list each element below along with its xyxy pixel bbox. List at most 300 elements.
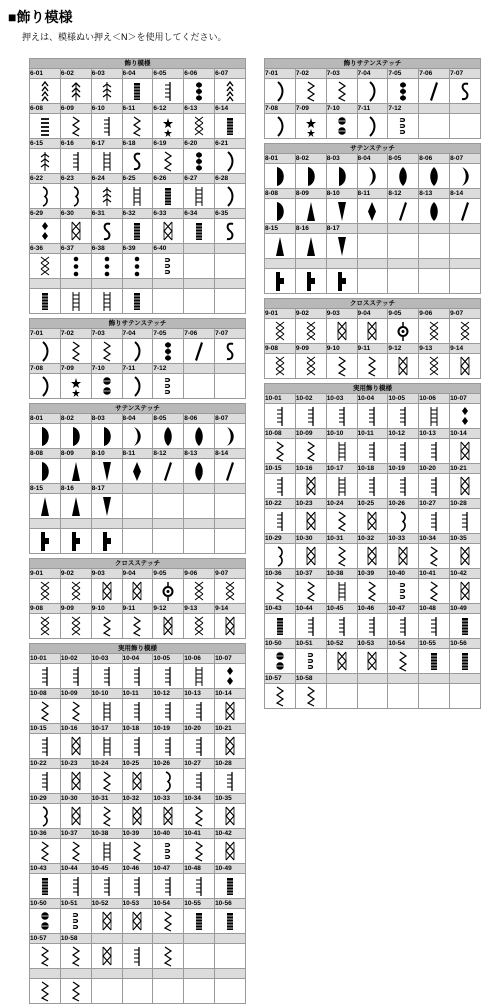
stitch-symbol-cell <box>265 474 296 499</box>
stitch-number: 8-06 <box>184 414 215 424</box>
stitch-symbol-cell <box>184 529 215 554</box>
flower-icon <box>162 580 174 603</box>
stitch-table <box>264 58 481 139</box>
stitch-number: 7-05 <box>388 69 419 79</box>
stitch-number: 10-55 <box>184 899 215 909</box>
stitch-number: 8-04 <box>357 154 388 164</box>
cross-column-icon <box>39 580 51 603</box>
comb-icon <box>162 80 174 103</box>
stitch-number: 6-22 <box>30 174 61 184</box>
stitch-symbol-cell <box>184 874 215 899</box>
ladder-icon <box>101 290 113 313</box>
stitch-symbol-cell <box>357 474 388 499</box>
stitch-number: 10-08 <box>265 429 296 439</box>
stitch-number: 10-36 <box>30 829 61 839</box>
lattice-icon <box>224 615 236 638</box>
stitch-symbol-cell <box>419 509 450 534</box>
stitch-symbol-cell <box>357 439 388 464</box>
stitch-number: 10-03 <box>326 394 357 404</box>
stitch-number: 8-08 <box>30 449 61 459</box>
half-moon-right-icon <box>274 200 286 223</box>
stitch-symbol-cell <box>450 114 481 139</box>
stitch-number: 8-06 <box>419 154 450 164</box>
stitch-symbol-cell <box>419 614 450 639</box>
dots-icon <box>131 255 143 278</box>
ladder-icon <box>336 580 348 603</box>
stitch-number: 10-17 <box>326 464 357 474</box>
stitch-number: 6-29 <box>30 209 61 219</box>
stitch-symbol-cell <box>91 874 122 899</box>
stitch-number: 7-12 <box>153 364 184 374</box>
stitch-number: 10-43 <box>265 604 296 614</box>
stitch-number: 10-38 <box>326 569 357 579</box>
dense-block-icon <box>131 290 143 313</box>
stitch-number: 10-21 <box>215 724 246 734</box>
stitch-number: 6-31 <box>91 209 122 219</box>
stitch-number <box>419 104 450 114</box>
stitch-number: 6-36 <box>30 244 61 254</box>
curve-icon <box>39 375 51 398</box>
stitch-number: 10-54 <box>388 639 419 649</box>
comb-icon <box>305 405 317 428</box>
half-moon-right-icon <box>70 425 82 448</box>
stitch-symbol-cell <box>60 529 91 554</box>
steps-icon <box>336 270 348 293</box>
half-moon-right-icon <box>39 425 51 448</box>
stitch-symbol-cell <box>265 439 296 464</box>
stitch-symbol-cell <box>265 199 296 224</box>
crescent-icon <box>366 165 378 188</box>
stitch-table <box>29 558 246 639</box>
stitch-symbol-cell <box>153 909 184 934</box>
stitch-symbol-cell <box>295 164 326 189</box>
stitch-number: 10-35 <box>215 794 246 804</box>
stitch-symbol-cell <box>153 614 184 639</box>
stitch-symbol-cell <box>153 219 184 244</box>
comb-icon <box>366 440 378 463</box>
stitch-symbol-cell <box>91 424 122 449</box>
stitch-symbol-cell <box>122 874 153 899</box>
stitch-symbol-cell <box>388 649 419 674</box>
stitch-number: 8-08 <box>265 189 296 199</box>
stitch-number: 10-24 <box>326 499 357 509</box>
lattice-icon <box>70 805 82 828</box>
stitch-symbol-cell <box>419 234 450 259</box>
blob-column-icon <box>162 340 174 363</box>
stitch-symbol-cell <box>184 614 215 639</box>
circle-pair-icon <box>101 375 113 398</box>
stitch-symbol-cell <box>184 114 215 139</box>
comb-icon <box>70 665 82 688</box>
stitch-number <box>419 674 450 684</box>
slash-icon <box>224 460 236 483</box>
comb-icon <box>274 475 286 498</box>
stitch-number: 10-16 <box>295 464 326 474</box>
lattice-icon <box>70 220 82 243</box>
stitch-symbol-cell <box>153 254 184 279</box>
zigzag-icon <box>131 840 143 863</box>
stitch-number <box>419 224 450 234</box>
stitch-number: 10-37 <box>295 569 326 579</box>
brace-icon <box>39 805 51 828</box>
stitch-symbol-cell <box>153 874 184 899</box>
stitch-number: 9-10 <box>91 604 122 614</box>
stitch-number: 6-32 <box>122 209 153 219</box>
triangle-icon <box>274 235 286 258</box>
stitch-symbol-cell <box>30 579 61 604</box>
stitch-symbol-cell <box>215 339 246 364</box>
stitch-symbol-cell <box>295 614 326 639</box>
stitch-number: 7-05 <box>153 329 184 339</box>
stitch-symbol-cell <box>450 354 481 379</box>
stitch-symbol-cell <box>388 319 419 344</box>
stitch-number: 9-05 <box>153 569 184 579</box>
stitch-symbol-cell <box>215 839 246 864</box>
lattice-icon <box>305 545 317 568</box>
stitch-number: 10-57 <box>30 934 61 944</box>
comb-icon <box>224 770 236 793</box>
slash-icon <box>397 200 409 223</box>
stitch-symbol-cell <box>184 339 215 364</box>
stitch-symbol-cell <box>60 114 91 139</box>
stitch-number: 6-14 <box>215 104 246 114</box>
stitch-number <box>215 484 246 494</box>
stitch-symbol-cell <box>357 649 388 674</box>
stitch-symbol-cell <box>60 614 91 639</box>
stitch-number: 10-04 <box>357 394 388 404</box>
stitch-symbol-cell <box>326 544 357 569</box>
stitch-number <box>30 969 61 979</box>
blob-column-icon <box>397 80 409 103</box>
stitch-symbol-cell <box>184 184 215 209</box>
zigzag-icon <box>366 580 378 603</box>
zigzag-icon <box>336 545 348 568</box>
stitch-number: 8-05 <box>153 414 184 424</box>
stitch-number: 10-27 <box>419 499 450 509</box>
stitch-number: 9-11 <box>357 344 388 354</box>
stitch-number: 8-14 <box>215 449 246 459</box>
stitch-number: 10-02 <box>295 394 326 404</box>
comb-icon <box>131 945 143 968</box>
left-stitch-column <box>29 58 246 1008</box>
stitch-symbol-cell <box>419 354 450 379</box>
stitch-symbol-cell <box>215 289 246 314</box>
comb-icon <box>274 405 286 428</box>
lattice-icon <box>101 580 113 603</box>
stitch-number: 6-17 <box>91 139 122 149</box>
wedge-icon <box>101 495 113 518</box>
stitch-number: 6-37 <box>60 244 91 254</box>
lattice-icon <box>131 805 143 828</box>
diamond-icon <box>131 460 143 483</box>
stitch-symbol-cell <box>91 699 122 724</box>
stitch-number: 8-09 <box>60 449 91 459</box>
stitch-number: 9-01 <box>30 569 61 579</box>
stitch-number: 9-02 <box>60 569 91 579</box>
stitch-number: 6-38 <box>91 244 122 254</box>
stitch-symbol-cell <box>153 664 184 689</box>
stitch-symbol-cell <box>184 579 215 604</box>
stitch-number <box>122 279 153 289</box>
stitch-number: 6-15 <box>30 139 61 149</box>
stitch-symbol-cell <box>122 804 153 829</box>
comb-icon <box>459 510 471 533</box>
stitch-number: 10-49 <box>215 864 246 874</box>
section-header: 実用飾り模様 <box>265 384 481 394</box>
cross-column-icon <box>459 320 471 343</box>
stitch-symbol-cell <box>357 319 388 344</box>
stitch-number: 10-36 <box>265 569 296 579</box>
stitch-number <box>122 934 153 944</box>
stitch-symbol-cell <box>60 664 91 689</box>
stitch-symbol-cell <box>326 269 357 294</box>
stitch-symbol-cell <box>122 614 153 639</box>
stitch-symbol-cell <box>122 424 153 449</box>
stitch-number: 6-30 <box>60 209 91 219</box>
dense-block-icon <box>428 650 440 673</box>
stitch-number: 6-11 <box>122 104 153 114</box>
wedge-icon <box>336 235 348 258</box>
zigzag-icon <box>162 150 174 173</box>
stitch-number <box>450 224 481 234</box>
stitch-symbol-cell <box>30 254 61 279</box>
stitch-symbol-cell <box>419 649 450 674</box>
stitch-symbol-cell <box>60 769 91 794</box>
stitch-number: 10-44 <box>60 864 91 874</box>
stitch-symbol-cell <box>153 699 184 724</box>
ladder-icon <box>131 185 143 208</box>
stitch-number: 10-18 <box>122 724 153 734</box>
crescent-icon <box>459 165 471 188</box>
stitch-symbol-cell <box>153 839 184 864</box>
half-moon-right-icon <box>305 165 317 188</box>
stitch-number: 10-40 <box>388 569 419 579</box>
stitch-symbol-cell <box>295 684 326 709</box>
zigzag-icon <box>162 945 174 968</box>
dense-block-icon <box>224 115 236 138</box>
section-header: サテンステッチ <box>30 404 246 414</box>
stitch-number: 10-12 <box>388 429 419 439</box>
stitch-number: 8-15 <box>30 484 61 494</box>
stitch-symbol-cell <box>91 734 122 759</box>
stitch-number: 6-34 <box>184 209 215 219</box>
blob-column-icon <box>193 80 205 103</box>
slash-icon <box>428 80 440 103</box>
stitch-symbol-cell <box>91 459 122 484</box>
stitch-number: 7-01 <box>30 329 61 339</box>
s-curve-icon <box>131 150 143 173</box>
lattice-icon <box>224 840 236 863</box>
stitch-number: 9-14 <box>215 604 246 614</box>
stitch-number: 9-03 <box>326 309 357 319</box>
stitch-number: 10-19 <box>388 464 419 474</box>
zigzag-icon <box>39 700 51 723</box>
stitch-number: 9-09 <box>295 344 326 354</box>
zigzag-icon <box>39 840 51 863</box>
stitch-number: 10-06 <box>419 394 450 404</box>
zigzag-icon <box>162 910 174 933</box>
cross-column-icon <box>305 355 317 378</box>
steps-icon <box>101 530 113 553</box>
stitch-number: 10-09 <box>60 689 91 699</box>
arrows-up-icon <box>224 80 236 103</box>
stitch-number <box>91 279 122 289</box>
stitch-symbol-cell <box>326 579 357 604</box>
stitch-number: 9-01 <box>265 309 296 319</box>
stitch-number <box>153 279 184 289</box>
stitch-symbol-cell <box>122 254 153 279</box>
stitch-symbol-cell <box>419 684 450 709</box>
stitch-symbol-cell <box>184 839 215 864</box>
stitch-number: 9-12 <box>153 604 184 614</box>
stitch-symbol-cell <box>153 734 184 759</box>
cross-column-icon <box>274 355 286 378</box>
stitch-number: 6-07 <box>215 69 246 79</box>
stitch-number: 8-17 <box>326 224 357 234</box>
dots-icon <box>70 255 82 278</box>
section-header: 飾り模様 <box>30 59 246 69</box>
stitch-number: 10-26 <box>153 759 184 769</box>
stitch-symbol-cell <box>388 234 419 259</box>
stitch-symbol-cell <box>388 114 419 139</box>
stitch-number: 10-45 <box>326 604 357 614</box>
stitch-symbol-cell <box>122 979 153 1004</box>
stitch-symbol-cell <box>184 459 215 484</box>
crescent-icon <box>131 425 143 448</box>
stitch-symbol-cell <box>388 544 419 569</box>
stitch-symbol-cell <box>357 269 388 294</box>
ladder-icon <box>101 700 113 723</box>
stitch-number: 10-28 <box>215 759 246 769</box>
stitch-number: 8-12 <box>153 449 184 459</box>
stitch-number: 9-04 <box>357 309 388 319</box>
stitch-number: 6-27 <box>184 174 215 184</box>
stitch-number: 9-08 <box>265 344 296 354</box>
comb-icon <box>193 700 205 723</box>
curve-icon <box>274 115 286 138</box>
stitch-symbol-cell <box>30 374 61 399</box>
stitch-number: 6-18 <box>122 139 153 149</box>
lattice-icon <box>101 945 113 968</box>
zigzag-icon <box>193 805 205 828</box>
comb-icon <box>397 615 409 638</box>
stitch-number: 7-11 <box>357 104 388 114</box>
stitch-symbol-cell <box>388 474 419 499</box>
stitch-number: 8-01 <box>265 154 296 164</box>
stitch-symbol-cell <box>265 164 296 189</box>
stitch-symbol-cell <box>153 114 184 139</box>
stitch-symbol-cell <box>450 649 481 674</box>
stitch-symbol-cell <box>265 684 296 709</box>
stitch-symbol-cell <box>419 404 450 429</box>
stitch-symbol-cell <box>357 684 388 709</box>
cross-column-icon <box>39 255 51 278</box>
stitch-number <box>153 969 184 979</box>
stitch-symbol-cell <box>122 699 153 724</box>
stitch-symbol-cell <box>450 79 481 104</box>
stitch-number: 6-20 <box>184 139 215 149</box>
stitch-number: 10-38 <box>91 829 122 839</box>
stitch-symbol-cell <box>357 164 388 189</box>
stitch-number: 10-14 <box>215 689 246 699</box>
lattice-icon <box>336 650 348 673</box>
stitch-number <box>450 259 481 269</box>
stitch-number: 8-02 <box>295 154 326 164</box>
zigzag-icon <box>101 805 113 828</box>
stitch-number: 8-07 <box>215 414 246 424</box>
section-header: 実用飾り模様 <box>30 644 246 654</box>
lattice-icon <box>366 510 378 533</box>
stitch-symbol-cell <box>184 254 215 279</box>
ladder-icon <box>101 735 113 758</box>
stitch-number <box>153 484 184 494</box>
stitch-symbol-cell <box>122 734 153 759</box>
curve-icon <box>39 340 51 363</box>
stitch-number: 10-06 <box>184 654 215 664</box>
brace-icon <box>274 545 286 568</box>
stitch-number: 9-10 <box>326 344 357 354</box>
comb-icon <box>428 440 440 463</box>
dense-block-icon <box>39 290 51 313</box>
stitch-symbol-cell <box>450 614 481 639</box>
stitch-number: 10-16 <box>60 724 91 734</box>
stitch-number: 10-12 <box>153 689 184 699</box>
stitch-number: 10-30 <box>295 534 326 544</box>
stitch-symbol-cell <box>450 164 481 189</box>
lens-icon <box>193 425 205 448</box>
stitch-symbol-cell <box>388 579 419 604</box>
stitch-symbol-cell <box>450 509 481 534</box>
stitch-symbol-cell <box>388 439 419 464</box>
stitch-symbol-cell <box>295 269 326 294</box>
stitch-symbol-cell <box>265 404 296 429</box>
stitch-symbol-cell <box>357 79 388 104</box>
stitch-symbol-cell <box>60 874 91 899</box>
stitch-symbol-cell <box>60 339 91 364</box>
stitch-symbol-cell <box>419 439 450 464</box>
stitch-symbol-cell <box>153 184 184 209</box>
stitch-symbol-cell <box>30 944 61 969</box>
stitch-symbol-cell <box>265 544 296 569</box>
stitch-symbol-cell <box>122 459 153 484</box>
stitch-symbol-cell <box>91 804 122 829</box>
ladder-icon <box>101 840 113 863</box>
stitch-number: 10-42 <box>215 829 246 839</box>
cross-column-icon <box>70 615 82 638</box>
stitch-symbol-cell <box>60 79 91 104</box>
stitch-symbol-cell <box>388 509 419 534</box>
stitch-table <box>29 403 246 554</box>
stitch-symbol-cell <box>30 149 61 174</box>
stitch-number: 8-09 <box>295 189 326 199</box>
comb-icon <box>101 875 113 898</box>
circle-pair-icon <box>336 115 348 138</box>
stitch-number: 9-12 <box>388 344 419 354</box>
stitch-number: 7-03 <box>326 69 357 79</box>
stitch-number: 8-07 <box>450 154 481 164</box>
cross-column-icon <box>274 320 286 343</box>
stitch-symbol-cell <box>153 769 184 794</box>
stitch-number <box>215 244 246 254</box>
stitch-symbol-cell <box>91 149 122 174</box>
stitch-number <box>419 259 450 269</box>
stitch-number: 6-08 <box>30 104 61 114</box>
stitch-symbol-cell <box>265 79 296 104</box>
stitch-number: 10-22 <box>30 759 61 769</box>
dense-block-icon <box>131 220 143 243</box>
stitch-symbol-cell <box>265 614 296 639</box>
stitch-number: 9-11 <box>122 604 153 614</box>
